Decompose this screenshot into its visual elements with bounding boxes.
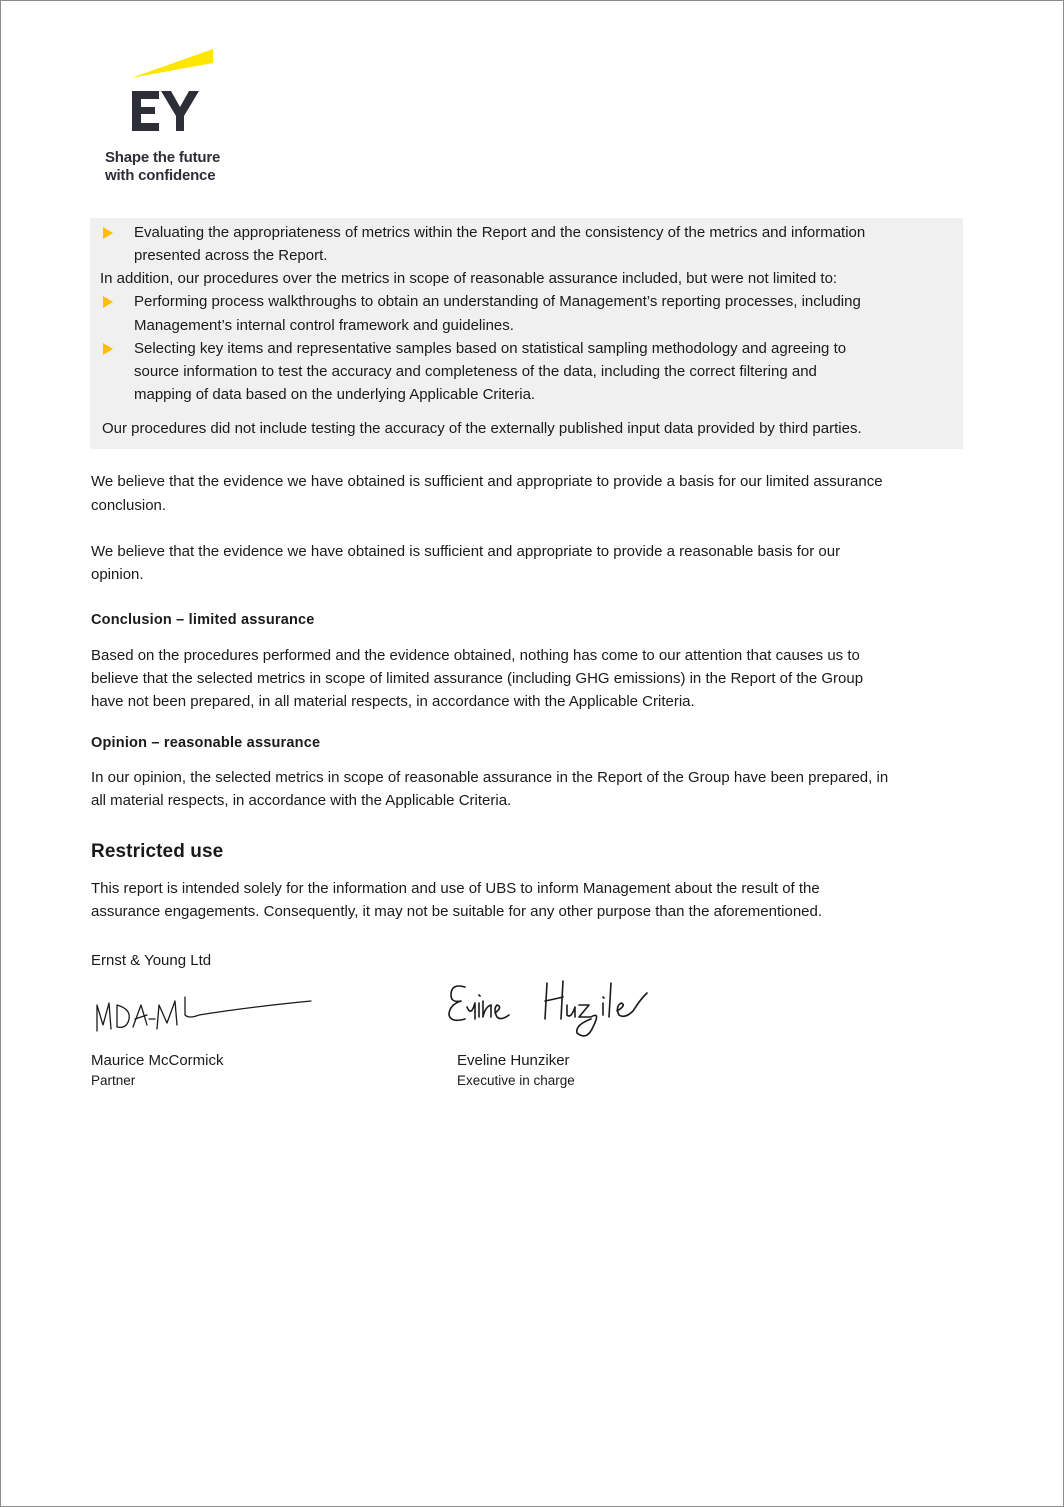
logo-tagline-line-1: Shape the future xyxy=(105,149,221,166)
bullet-1-line-1: Evaluating the appropriateness of metrics within the Report and the consistency of the metrics and information xyxy=(134,224,866,241)
logo-tagline xyxy=(105,149,220,185)
bullet-3-line-3: mapping of data based on the underlying Applicable Criteria. xyxy=(134,386,536,403)
limited-basis-line-1: We believe that the evidence we have obtained is sufficient and appropriate to provide a basis for our limited assurance xyxy=(91,473,883,490)
signatory-2-name: Eveline Hunziker xyxy=(457,1052,570,1069)
ey-logo xyxy=(101,45,241,191)
logo-wordmark-icon xyxy=(132,91,199,131)
reasonable-basis-line-1: We believe that the evidence we have obtained is sufficient and appropriate to provide a reasonable basis for our xyxy=(91,543,841,560)
restricted-use-line-2: assurance engagements. Consequently, it may not be suitable for any other purpose than the aforementioned. xyxy=(91,903,823,920)
signatory-2-role: Executive in charge xyxy=(457,1073,575,1088)
conclusion-line-2: believe that the selected metrics in scope of limited assurance (including GHG emissions) in the Report of the Group xyxy=(91,670,864,687)
bullet-2-line-1: Performing process walkthroughs to obtain an understanding of Management’s reporting processes, including xyxy=(134,293,861,310)
signatory-1-name: Maurice McCormick xyxy=(91,1052,224,1069)
bullet-3-line-1: Selecting key items and representative samples based on statistical sampling methodology and agreeing to xyxy=(134,340,847,357)
bullet-2-line-2: Management’s internal control framework and guidelines. xyxy=(134,317,514,334)
conclusion-heading: Conclusion – limited assurance xyxy=(91,612,315,628)
procedures-footnote: Our procedures did not include testing the accuracy of the externally published input data provided by third parties. xyxy=(102,420,862,437)
bullet-1-line-2: presented across the Report. xyxy=(134,247,328,264)
reasonable-basis-line-2: opinion. xyxy=(91,566,144,583)
bullet-arrow-icon xyxy=(103,343,113,355)
conclusion-line-3: have not been prepared, in all material respects, in accordance with the Applicable Criteria. xyxy=(91,693,695,710)
logo-tagline-line-2: with confidence xyxy=(105,167,216,184)
firm-name: Ernst & Young Ltd xyxy=(91,952,212,969)
bullet-arrow-icon xyxy=(103,296,113,308)
restricted-use-line-1: This report is intended solely for the information and use of UBS to inform Management about the result of the xyxy=(91,880,820,897)
signature-eveline-hunziker xyxy=(441,977,661,1043)
signatory-1-role: Partner xyxy=(91,1073,136,1088)
opinion-heading: Opinion – reasonable assurance xyxy=(91,735,321,751)
restricted-use-heading: Restricted use xyxy=(91,841,224,862)
signature-maurice-mccormick xyxy=(89,989,319,1039)
bullet-arrow-icon xyxy=(103,227,113,239)
opinion-line-1: In our opinion, the selected metrics in scope of reasonable assurance in the Report of the Group have been prepared, in xyxy=(91,769,889,786)
procedures-intro: In addition, our procedures over the metrics in scope of reasonable assurance included, but were not limited to: xyxy=(100,270,838,287)
limited-basis-line-2: conclusion. xyxy=(91,497,167,514)
bullet-3-line-2: source information to test the accuracy and completeness of the data, including the correct filtering and xyxy=(134,363,817,380)
opinion-line-2: all material respects, in accordance with the Applicable Criteria. xyxy=(91,792,512,809)
conclusion-line-1: Based on the procedures performed and the evidence obtained, nothing has come to our attention that causes us to xyxy=(91,647,860,664)
logo-beam-icon xyxy=(131,49,213,78)
ey-logo-mark xyxy=(101,45,241,145)
